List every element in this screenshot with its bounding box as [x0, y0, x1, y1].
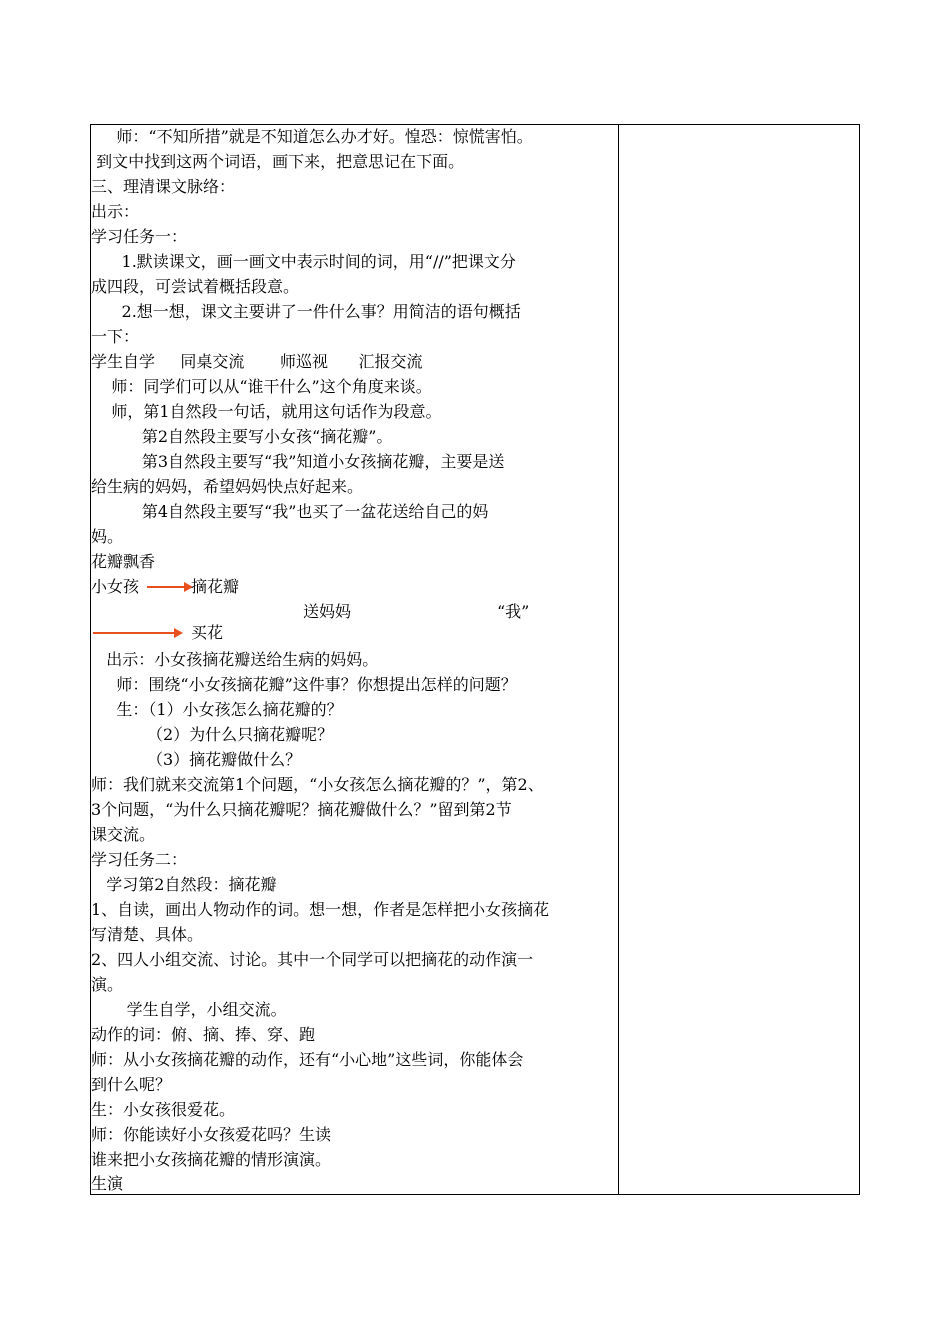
text-line: 第2自然段主要写小女孩“摘花瓣”。: [91, 427, 393, 446]
text-line: 动作的词：俯、摘、捧、穿、跑: [91, 1025, 316, 1044]
text-line: 学生自学，小组交流。: [91, 1000, 287, 1019]
text-line: 第4自然段主要写“我”也买了一盆花送给自己的妈: [91, 502, 489, 521]
text-line: 谁来把小女孩摘花瓣的情形演演。: [91, 1150, 332, 1169]
text-line: 给生病的妈妈，希望妈妈快点好起来。: [91, 477, 364, 496]
diagram-buy-flowers: 买花: [191, 623, 224, 642]
section-heading: 三、理清课文脉络：: [91, 177, 236, 196]
content-cell: [91, 125, 617, 1194]
text-line: 师：围绕“小女孩摘花瓣”这件事？你想提出怎样的问题？: [91, 675, 517, 694]
text-line: 出示：小女孩摘花瓣送给生病的妈妈。: [91, 650, 379, 669]
text-line: 1.默读课文，画一画文中表示时间的词，用“//”把课文分: [91, 252, 516, 271]
diagram-send-mom: 送妈妈: [303, 602, 352, 621]
text-line: （2）为什么只摘花瓣呢？: [91, 725, 334, 744]
text-line: 生演: [91, 1174, 124, 1193]
text-line: 师，第1自然段一句话，就用这句话作为段意。: [91, 402, 442, 421]
text-line: 课交流。: [91, 825, 156, 844]
text-line: 演。: [91, 975, 124, 994]
text-line: 1、自读，画出人物动作的词。想一想，作者是怎样把小女孩摘花: [91, 900, 550, 919]
text-line: 师：同学们可以从“谁干什么”这个角度来谈。: [91, 377, 432, 396]
diagram-me: “我”: [497, 602, 530, 621]
notes-cell: [619, 125, 859, 1194]
text-line: 生：（1）小女孩怎么摘花瓣的？: [91, 700, 343, 719]
text-line: 成四段，可尝试着概括段意。: [91, 277, 300, 296]
text-line: 生：小女孩很爱花。: [91, 1100, 236, 1119]
board-title: 花瓣飘香: [91, 552, 156, 571]
text-line: 2、四人小组交流、讨论。其中一个同学可以把摘花的动作演一: [91, 950, 534, 969]
arrow-right-icon: [93, 632, 175, 634]
text-line: 一下：: [91, 327, 140, 346]
text-line: 妈。: [91, 527, 124, 546]
task-heading: 学习任务一：: [91, 227, 188, 246]
text-line: 2.想一想，课文主要讲了一件什么事？用简洁的语句概括: [91, 302, 521, 321]
text-line: 师：我们就来交流第1个问题，“小女孩怎么摘花瓣的？”，第2、: [91, 775, 544, 794]
text-line: 出示：: [91, 202, 140, 221]
text-line: 写清楚、具体。: [91, 925, 204, 944]
text-line: 到文中找到这两个词语，画下来，把意思记在下面。: [91, 152, 465, 171]
diagram-pick-petals: 摘花瓣: [191, 577, 240, 596]
text-line: 学习第2自然段：摘花瓣: [91, 875, 277, 894]
text-line: 3个问题，“为什么只摘花瓣呢？摘花瓣做什么？”留到第2节: [91, 800, 512, 819]
text-line: 师：你能读好小女孩爱花吗？生读: [91, 1125, 332, 1144]
text-line: 第3自然段主要写“我”知道小女孩摘花瓣，主要是送: [91, 452, 505, 471]
text-line: 师：“不知所措”就是不知道怎么办才好。惶恐：惊慌害怕。: [91, 127, 533, 146]
diagram-girl: 小女孩: [91, 577, 140, 596]
text-line: （3）摘花瓣做什么？: [91, 750, 302, 769]
text-line: 学生自学 同桌交流 师巡视 汇报交流: [91, 352, 423, 371]
arrow-right-icon: [147, 586, 185, 588]
task-heading: 学习任务二：: [91, 850, 188, 869]
text-line: 到什么呢？: [91, 1075, 172, 1094]
text-line: 师：从小女孩摘花瓣的动作，还有“小心地”这些词，你能体会: [91, 1050, 524, 1069]
lesson-table: [90, 124, 860, 1195]
